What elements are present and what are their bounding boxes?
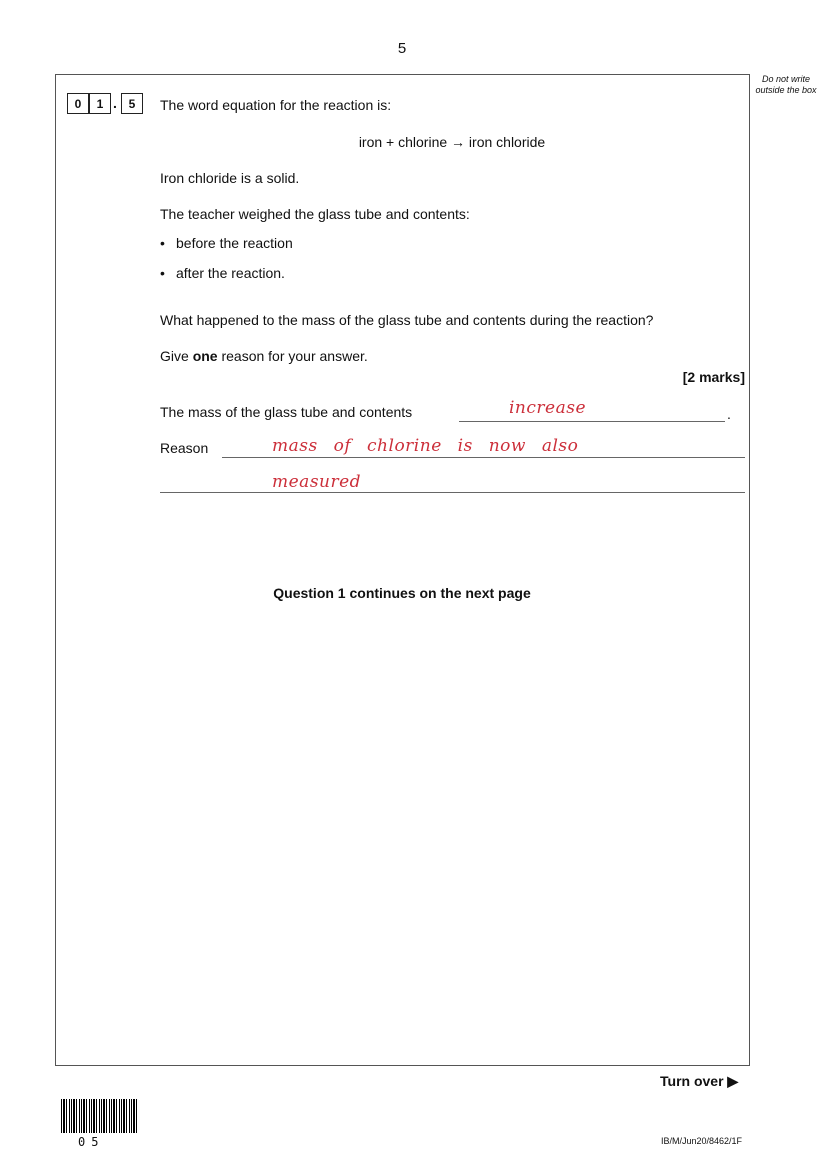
bullet-after: after the reaction. bbox=[176, 265, 285, 281]
turn-over: Turn over ▶ bbox=[660, 1073, 739, 1089]
bullet-dot: • bbox=[160, 265, 165, 281]
reason-answer-line-1[interactable] bbox=[222, 457, 745, 458]
handwritten-reason-line-2: measured bbox=[272, 472, 362, 492]
handwritten-reason-line-1: mass of chlorine is now also bbox=[272, 436, 579, 456]
bullet-dot: • bbox=[160, 235, 165, 251]
instruction: Give one reason for your answer. bbox=[160, 348, 368, 364]
question-number-separator: . bbox=[113, 95, 117, 111]
mass-answer-line[interactable] bbox=[459, 421, 725, 422]
statement: Iron chloride is a solid. bbox=[160, 170, 300, 186]
reason-label: Reason bbox=[160, 440, 209, 456]
question-intro: The word equation for the reaction is: bbox=[160, 97, 392, 113]
question-number-digit: 0 bbox=[67, 93, 89, 114]
margin-note: Do not write outside the box bbox=[755, 74, 817, 95]
answer-frame bbox=[55, 74, 750, 1066]
bullet-before: before the reaction bbox=[176, 235, 293, 251]
page-number: 5 bbox=[397, 40, 407, 57]
barcode bbox=[61, 1099, 139, 1133]
question-number-digit: 1 bbox=[89, 93, 111, 114]
barcode-number: 05 bbox=[78, 1135, 105, 1149]
question-number-digit: 5 bbox=[121, 93, 143, 114]
word-equation: iron + chlorine → iron chloride bbox=[358, 134, 546, 150]
question-prompt: What happened to the mass of the glass tube and contents during the reaction? bbox=[160, 312, 654, 328]
paper-code: IB/M/Jun20/8462/1F bbox=[661, 1136, 743, 1146]
marks-label: [2 marks] bbox=[682, 369, 745, 385]
mass-label: The mass of the glass tube and contents bbox=[160, 404, 413, 420]
weighing-intro: The teacher weighed the glass tube and contents: bbox=[160, 206, 470, 222]
continues-note: Question 1 continues on the next page bbox=[273, 585, 531, 601]
mass-period: . bbox=[727, 406, 731, 422]
handwritten-mass-answer: increase bbox=[509, 398, 587, 418]
reason-answer-line-2[interactable] bbox=[160, 492, 745, 493]
